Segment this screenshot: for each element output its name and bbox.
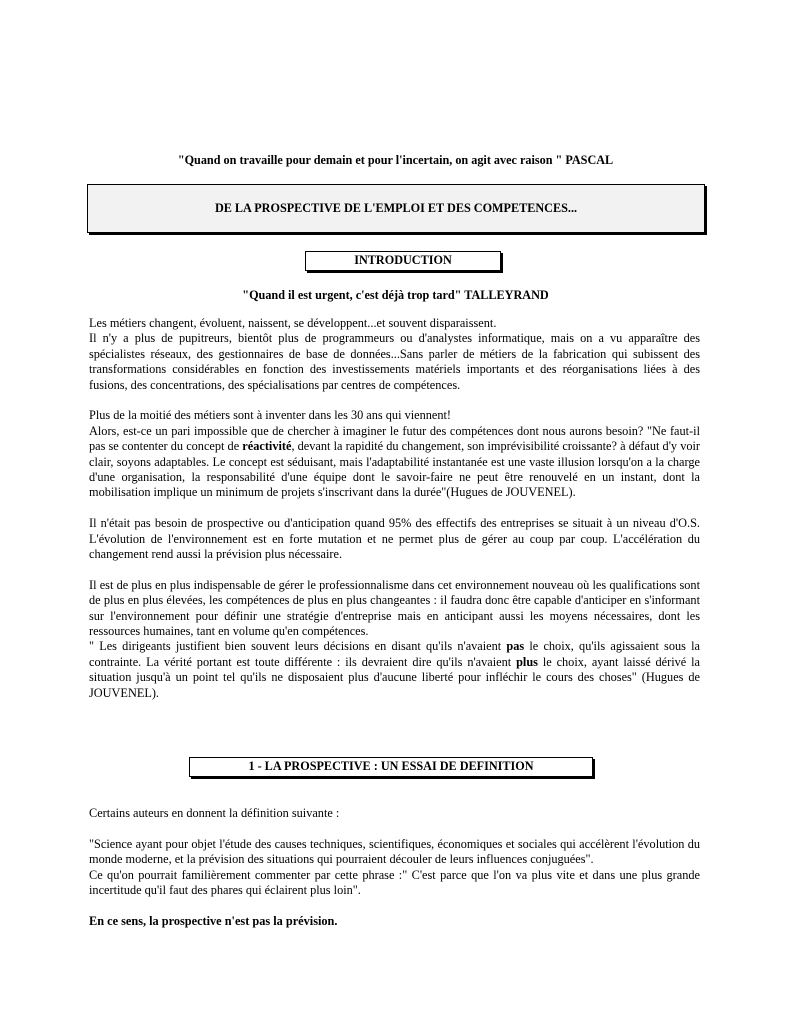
text-line: Les métiers changent, évoluent, naissent, se développent...et souvent disparaissent. [89,316,497,330]
conclusion-statement [89,914,700,929]
paragraph: Certains auteurs en donnent la définition suivante : [89,806,340,820]
paragraph [89,316,700,393]
text-span: Alors, est-ce un pari impossible que de chercher à imaginer le futur des compétences dont nous aurons besoin? "Ne faut-il pas se contenter du concept de [89,423,700,454]
text-span: le choix, ayant laissé dérivé la situation jusqu'à un point tel qu'ils ne disposaient plus d'aucune liberté pour infléchir le cours des choses" (Hugues de JOUVENEL). [89,654,700,700]
paragraph: Il n'était pas besoin de prospective ou d'anticipation quand 95% des effectifs des entreprises se situait à un niveau d'O.S. L'évolution de l'environnement est en forte mutation et ne permet plus de gérer au coup par coup. L'accélération du changement rend aussi la prévision plus nécessaire. [89,516,700,562]
text-span: , devant la rapidité du changement, son imprévisibilité croissante? à défaut d'y voir clair, soyons adaptables. Le concept est séduisant, mais l'adaptabilité instantanée est une vaste illusion lorsqu'on a la charge d'une organisation, la responsabilité d'une équipe dont le savoir-faire ne peut être renouvelé en un instant, dont la mobilisation implique un minimum de projets s'inscrivant dans la durée"(Hugues de JOUVENEL). [89,439,700,500]
paragraph: Il est de plus en plus indispensable de gérer le professionnalisme dans cet environnement nouveau où les qualifications sont de plus en plus élevées, les compétences de plus en plus changeantes : il faudra donc être capable d'anticiper en s'informant sur l'environnement pour définir une stratégie d'entreprise mais en anticipant aussi les moyens nécessaires, dont les ressources humaines, tant en volume qu'en compétences. [89,577,700,639]
introduction-body [89,316,700,701]
main-title: DE LA PROSPECTIVE DE L'EMPLOI ET DES COMPETENCES... [214,201,578,215]
epigraph-pascal: "Quand on travaille pour demain et pour l'incertain, on agit avec raison " PASCAL [177,153,614,167]
text-span: Il n'y a plus de pupitreurs, bientôt plus de programmeurs ou d'analystes informatique, mais on a vu apparaître des spécialistes réseaux, des gestionnaires de base de données...Sans parler de métiers de la fabrication qui subissent des transformations considérables en fonction des investissements matériels importants et des réorganisations liées à des fusions, des concentrations, des spécialisations par centres de compétences. [89,331,700,392]
definition-body [89,806,700,929]
main-title-box [87,184,705,233]
paragraph [89,639,700,701]
conclusion-text: En ce sens, la prospective n'est pas la prévision. [89,913,338,928]
epigraph-talleyrand: "Quand il est urgent, c'est déjà trop tard" TALLEYRAND [242,288,549,302]
paragraph: "Science ayant pour objet l'étude des causes techniques, scientifiques, économiques et sociales qui accélèrent l'évolution du monde moderne, et la prévision des situations qui pourraient découler de leurs influences conjuguées". [89,836,700,867]
paragraph [89,408,700,500]
text-span: le choix, qu'ils agissaient sous la contrainte. La vérité portant est toute différente : ils devraient dire qu'ils n'avaient [89,639,700,669]
emphasis-pas: pas [506,639,525,654]
definition-heading-box [189,757,593,777]
emphasis-plus: plus [516,654,538,669]
paragraph: Ce qu'on pourrait familièrement commenter par cette phrase :" C'est parce que l'on va plus vite et dans une plus grande incertitude qu'il faut des phares qui éclairent plus loin". [89,867,700,898]
emphasis-reactivite: réactivité [242,439,292,454]
definition-heading: 1 - LA PROSPECTIVE : UN ESSAI DE DEFINITION [248,759,534,773]
text-line: Plus de la moitié des métiers sont à inventer dans les 30 ans qui viennent! [89,408,452,423]
introduction-heading: INTRODUCTION [354,253,452,267]
text-span: " Les dirigeants justifient bien souvent leurs décisions en disant qu'ils n'avaient [89,639,507,654]
introduction-heading-box [305,251,501,271]
